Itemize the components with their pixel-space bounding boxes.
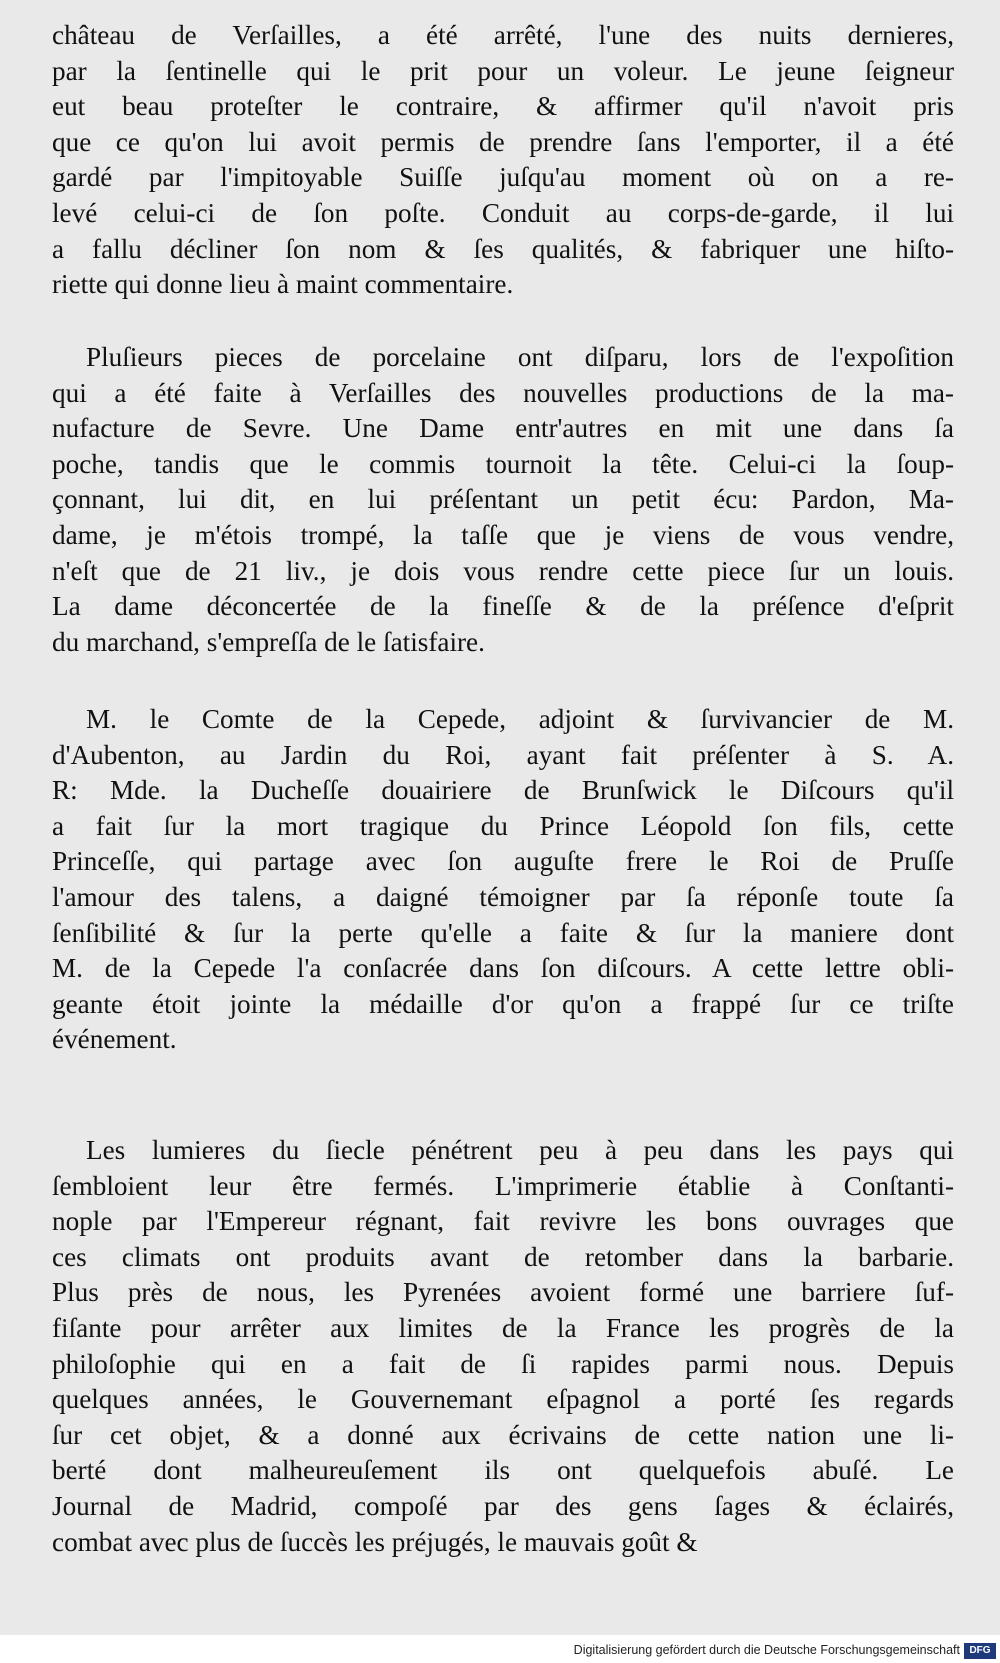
text-line: ſenſibilité & ſur la perte qu'elle a faite & ſur la maniere dont xyxy=(52,917,954,948)
text-line: R: Mde. la Ducheſſe douairiere de Brunſwick le Diſcours qu'il xyxy=(52,775,954,806)
paragraph-4 xyxy=(52,1133,954,1560)
text-line: ces climats ont produits avant de retomber dans la barbarie. xyxy=(52,1241,954,1272)
text-line: fiſante pour arrêter aux limites de la France les progrès de la xyxy=(52,1312,954,1343)
paragraph-1 xyxy=(52,18,954,303)
text-line: événement. xyxy=(52,1024,177,1055)
text-line: d'Aubenton, au Jardin du Roi, ayant fait préſenter à S. A. xyxy=(52,739,954,770)
footer-bar xyxy=(0,1635,1000,1663)
text-line: château de Verſailles, a été arrêté, l'une des nuits dernieres, xyxy=(52,20,954,50)
text-line: l'amour des talens, a daigné témoigner par ſa réponſe toute ſa xyxy=(52,881,954,912)
text-line: ſembloient leur être fermés. L'imprimerie établie à Conſtanti- xyxy=(52,1170,954,1201)
text-line: par la ſentinelle qui le prit pour un voleur. Le jeune ſeigneur xyxy=(52,55,954,86)
text-line: eut beau proteſter le contraire, & affirmer qu'il n'avoit pris xyxy=(52,91,954,122)
text-line: M. le Comte de la Cepede, adjoint & ſurvivancier de M. xyxy=(86,704,954,734)
text-line: dame, je m'étois trompé, la taſſe que je viens de vous vendre, xyxy=(52,519,954,550)
text-line: quelques années, le Gouvernemant eſpagnol a porté ſes regards xyxy=(52,1384,954,1415)
text-line: M. de la Cepede l'a conſacrée dans ſon diſcours. A cette lettre obli- xyxy=(52,953,954,984)
text-line: a fallu décliner ſon nom & ſes qualités, & fabriquer une hiſto- xyxy=(52,233,954,264)
paragraph-2 xyxy=(52,340,954,660)
text-line: n'eſt que de 21 liv., je dois vous rendre cette piece ſur un louis. xyxy=(52,555,954,586)
text-line: nople par l'Empereur régnant, fait revivre les bons ouvrages que xyxy=(52,1206,954,1237)
text-line: gardé par l'impitoyable Suiſſe juſqu'au moment où on a re- xyxy=(52,162,954,193)
text-line: levé celui-ci de ſon poſte. Conduit au corps-de-garde, il lui xyxy=(52,197,954,228)
text-line: Princeſſe, qui partage avec ſon auguſte frere le Roi de Pruſſe xyxy=(52,846,954,877)
text-line: nufacture de Sevre. Une Dame entr'autres en mit une dans ſa xyxy=(52,413,954,444)
text-line: ſur cet objet, & a donné aux écrivains de cette nation une li- xyxy=(52,1419,954,1450)
text-line: que ce qu'on lui avoit permis de prendre ſans l'emporter, il a été xyxy=(52,126,954,157)
text-line: poche, tandis que le commis tournoit la tête. Celui-ci la ſoup- xyxy=(52,448,954,479)
footer-credit: Digitalisierung gefördert durch die Deutsche Forschungsgemeinschaft xyxy=(573,1643,960,1657)
text-line: çonnant, lui dit, en lui préſentant un petit écu: Pardon, Ma- xyxy=(52,484,954,515)
text-line: combat avec plus de ſuccès les préjugés, le mauvais goût & xyxy=(52,1526,698,1557)
text-line: Les lumieres du ſiecle pénétrent peu à peu dans les pays qui xyxy=(86,1135,954,1165)
dfg-logo: DFG xyxy=(964,1643,996,1659)
text-line: geante étoit jointe la médaille d'or qu'on a frappé ſur ce triſte xyxy=(52,988,954,1019)
text-line: a fait ſur la mort tragique du Prince Léopold ſon fils, cette xyxy=(52,810,954,841)
text-line: La dame déconcertée de la fineſſe & de la préſence d'eſprit xyxy=(52,591,954,622)
paragraph-3 xyxy=(52,702,954,1058)
text-line: philoſophie qui en a fait de ſi rapides parmi nous. Depuis xyxy=(52,1348,954,1379)
text-line: du marchand, s'empreſſa de le ſatisfaire. xyxy=(52,626,485,657)
text-line: qui a été faite à Verſailles des nouvelles productions de la ma- xyxy=(52,377,954,408)
text-line: riette qui donne lieu à maint commentaire. xyxy=(52,269,514,300)
text-line: Pluſieurs pieces de porcelaine ont diſparu, lors de l'expoſition xyxy=(86,342,954,372)
text-line: Plus près de nous, les Pyrenées avoient formé une barriere ſuf- xyxy=(52,1277,954,1308)
text-line: berté dont malheureuſement ils ont quelquefois abuſé. Le xyxy=(52,1455,954,1486)
text-line: Journal de Madrid, compoſé par des gens ſages & éclairés, xyxy=(52,1490,954,1521)
